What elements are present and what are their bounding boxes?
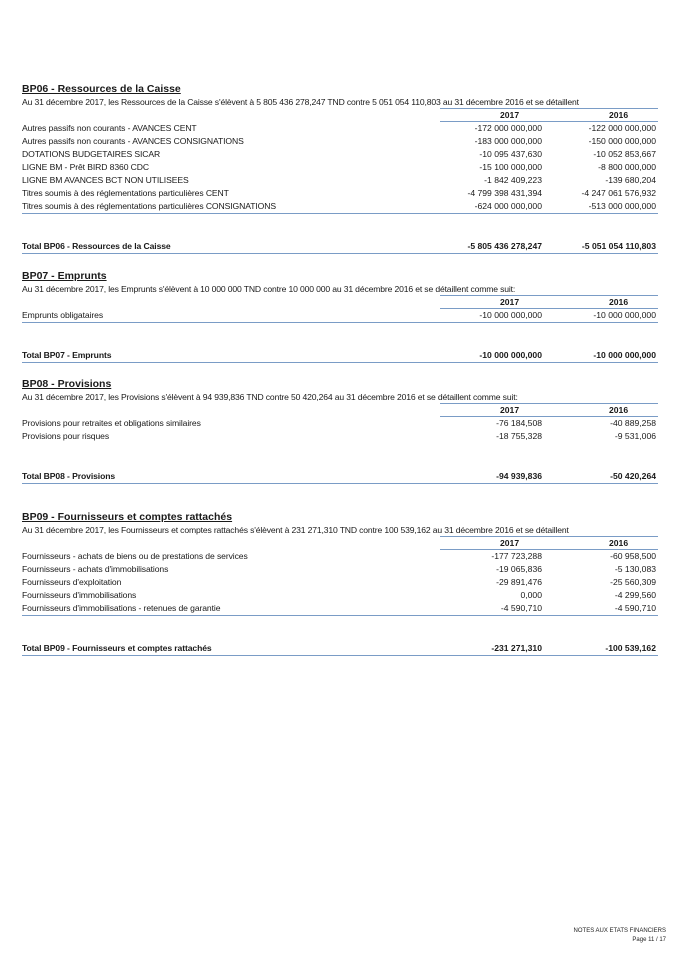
section-title: BP07 - Emprunts xyxy=(22,270,107,282)
table-row: Autres passifs non courants - AVANCES CENT -172 000 000,000 -122 000 000,000 xyxy=(22,123,656,133)
col-2016-header: 2016 xyxy=(609,297,629,307)
table-row: Fournisseurs d'immobilisations 0,000 -4 299,560 xyxy=(22,590,656,600)
total-row: Total BP08 - Provisions -94 939,836 -50 420,264 xyxy=(22,470,658,484)
table-row: Provisions pour risques -18 755,328 -9 531,006 xyxy=(22,431,656,441)
section-title: BP08 - Provisions xyxy=(22,378,112,390)
col-2017-header: 2017 xyxy=(500,538,520,548)
table-row: Fournisseurs - achats d'immobilisations -19 065,836 -5 130,083 xyxy=(22,564,656,574)
column-header xyxy=(440,536,658,550)
section-intro: Au 31 décembre 2017, les Fournisseurs et comptes rattachés s'élèvent à 231 271,310 TND contre 100 539,162 au 31 décembre 2016 et se détaillent xyxy=(22,525,569,535)
table-row: Fournisseurs d'exploitation -29 891,476 -25 560,309 xyxy=(22,577,656,587)
detail-table xyxy=(22,550,658,616)
table-row: DOTATIONS BUDGETAIRES SICAR -10 095 437,630 -10 052 853,667 xyxy=(22,149,656,159)
col-2017-header: 2017 xyxy=(500,297,520,307)
table-row: Fournisseurs d'immobilisations - retenues de garantie -4 590,710 -4 590,710 xyxy=(22,603,656,613)
section-title: BP09 - Fournisseurs et comptes rattachés xyxy=(22,511,233,523)
section-bp07 xyxy=(22,270,658,363)
section-intro: Au 31 décembre 2017, les Ressources de la Caisse s'élèvent à 5 805 436 278,247 TND contre 5 051 054 110,803 au 31 décembre 2016 et se détaillent xyxy=(22,97,579,107)
total-row: Total BP07 - Emprunts -10 000 000,000 -10 000 000,000 xyxy=(22,349,658,363)
total-row: Total BP06 - Ressources de la Caisse -5 805 436 278,247 -5 051 054 110,803 xyxy=(22,240,658,254)
table-row: Autres passifs non courants - AVANCES CONSIGNATIONS -183 000 000,000 -150 000 000,000 xyxy=(22,136,656,146)
table-row: Titres soumis à des réglementations particulières CENT -4 799 398 431,394 -4 247 061 576,932 xyxy=(22,188,656,198)
column-header xyxy=(440,295,658,309)
detail-table xyxy=(22,309,658,323)
total-row: Total BP09 - Fournisseurs et comptes rattachés -231 271,310 -100 539,162 xyxy=(22,642,658,656)
section-bp06 xyxy=(22,83,658,254)
section-title: BP06 - Ressources de la Caisse xyxy=(22,83,181,95)
col-2017-header: 2017 xyxy=(500,110,520,120)
table-row: LIGNE BM AVANCES BCT NON UTILISEES -1 842 409,223 -139 680,204 xyxy=(22,175,656,185)
column-header xyxy=(440,403,658,417)
table-row: Provisions pour retraites et obligations similaires -76 184,508 -40 889,258 xyxy=(22,418,656,428)
col-2017-header: 2017 xyxy=(500,405,520,415)
col-2016-header: 2016 xyxy=(609,405,629,415)
detail-table xyxy=(22,417,658,443)
col-2016-header: 2016 xyxy=(609,538,629,548)
page-number: Page 11 / 17 xyxy=(632,937,666,943)
section-intro: Au 31 décembre 2017, les Provisions s'élèvent à 94 939,836 TND contre 50 420,264 au 31 décembre 2016 et se détaillent comme suit: xyxy=(22,392,518,402)
page-footer xyxy=(574,927,666,945)
table-row: Fournisseurs - achats de biens ou de prestations de services -177 723,288 -60 958,500 xyxy=(22,551,656,561)
section-intro: Au 31 décembre 2017, les Emprunts s'élèvent à 10 000 000 TND contre 10 000 000 au 31 décembre 2016 et se détaillent comme suit: xyxy=(22,284,516,294)
section-bp09 xyxy=(22,511,658,656)
table-row: LIGNE BM - Prêt BIRD 8360 CDC -15 100 000,000 -8 800 000,000 xyxy=(22,162,656,172)
column-header xyxy=(440,108,658,122)
col-2016-header: 2016 xyxy=(609,110,629,120)
footer-doc-title: NOTES AUX ETATS FINANCIERS xyxy=(573,928,666,934)
detail-table xyxy=(22,122,658,214)
table-row: Emprunts obligataires -10 000 000,000 -10 000 000,000 xyxy=(22,310,656,320)
table-row: Titres soumis à des réglementations particulières CONSIGNATIONS -624 000 000,000 -513 000 000,000 xyxy=(22,201,656,211)
section-bp08 xyxy=(22,378,658,484)
